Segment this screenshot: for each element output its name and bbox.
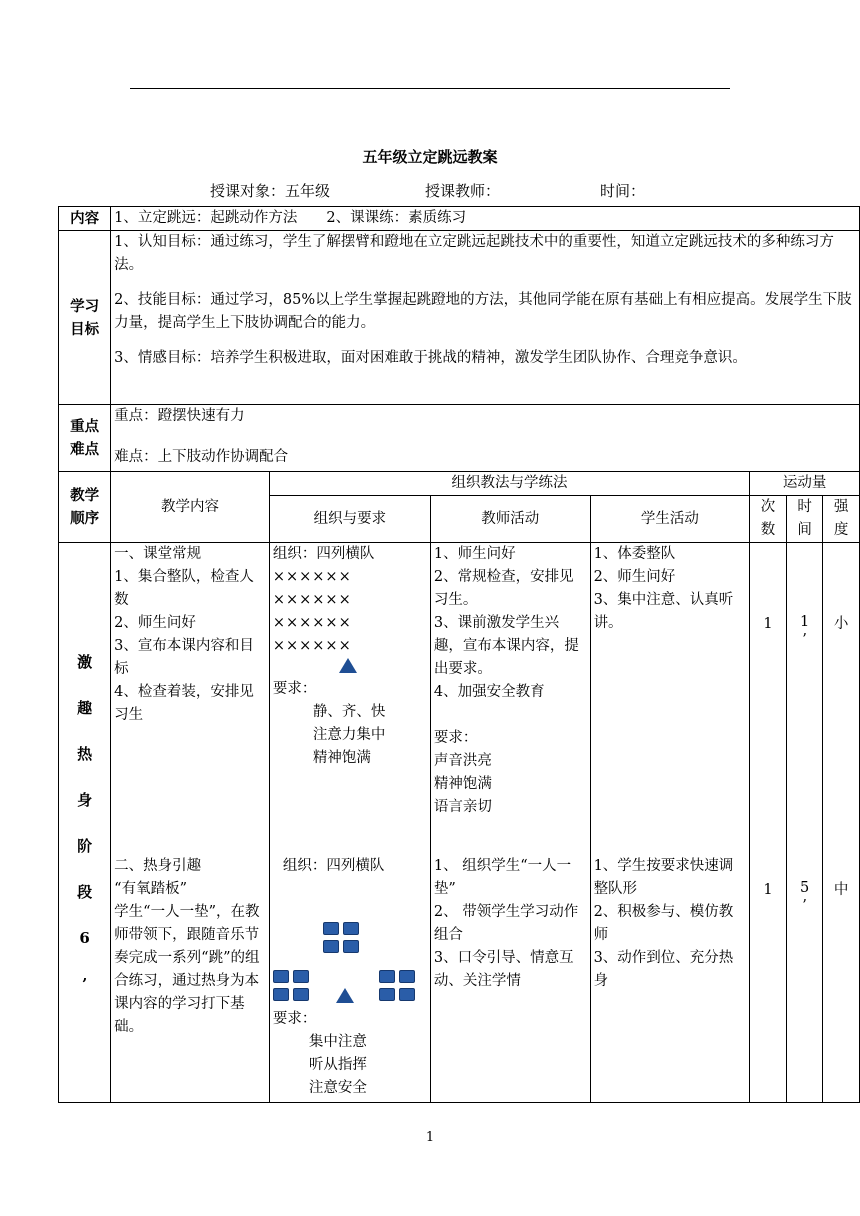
- content-header: 教学内容: [111, 472, 270, 543]
- step-board-icon: [399, 988, 415, 1001]
- section2-teacher: 1、 组织学生“一人一垫” 2、 带领学生学习动作组合 3、口令引导、情意互动、关注学情: [433, 858, 579, 989]
- goals-label: 学习 目标: [59, 231, 111, 405]
- step-board-icon: [323, 940, 339, 953]
- step-board-icon: [379, 988, 395, 1001]
- step-board-icon: [323, 922, 339, 935]
- teacher-header: 教师活动: [430, 496, 590, 543]
- step-board-icon: [293, 970, 309, 983]
- step-board-icon: [273, 988, 289, 1001]
- section1-student: 1、体委整队 2、师生问好 3、集中注意、认真听讲。: [593, 546, 734, 631]
- times-header: 次 数: [750, 496, 787, 543]
- step-board-formation: [273, 878, 427, 1008]
- step-board-icon: [293, 988, 309, 1001]
- section1-org-title: 组织：四列横队: [272, 546, 375, 562]
- times-cell: [750, 543, 787, 1103]
- key-label: 重点 难点: [59, 405, 111, 472]
- step-board-icon: [343, 940, 359, 953]
- goal-skill: 2、技能目标：通过学习，85%以上学生掌握起跳蹬地的方法，其他同学能在原有基础上有相应提高。发展学生下肢力量，提高学生上下肢协调配合的能力。: [114, 292, 852, 331]
- phase-label: 激 趣 热 身 阶 段 6 ’: [59, 543, 111, 1103]
- key-point: 重点：蹬摆快速有力: [114, 408, 245, 424]
- org-cell: [269, 543, 430, 1103]
- section2-org-title: 组织：四列横队: [282, 858, 385, 874]
- section2-duration: 5 ’: [799, 880, 810, 914]
- section2-org: [273, 855, 427, 1100]
- difficulty-point: 难点：上下肢动作协调配合: [114, 449, 289, 465]
- goal-affective: 3、情感目标：培养学生积极进取，面对困难敢于挑战的精神，激发学生团队协作、合理竞争意识。: [114, 350, 747, 366]
- intensity-header: 强 度: [823, 496, 860, 543]
- section2-req: 集中注意 听从指挥 注意安全: [308, 1034, 367, 1096]
- section2-student: 1、学生按要求快速调整队形 2、积极参与、模仿教师 3、动作到位、充分热身: [593, 858, 734, 989]
- teacher-marker: [273, 658, 427, 678]
- student-cell: [590, 543, 750, 1103]
- section1-teacher-req: 要求： 声音洪亮 精神饱满 语言亲切: [433, 730, 492, 815]
- goals-cell: [111, 231, 860, 405]
- step-board-icon: [343, 922, 359, 935]
- section2-intensity: 中: [833, 882, 849, 898]
- time-label: 时间：: [600, 182, 646, 200]
- section2-content: 二、热身引趣 “有氧踏板” 学生“一人一垫”，在教师带领下，跟随音乐节奏完成一系列“跳”的组合练习，通过热身为本课内容的学习打下基础。: [114, 858, 260, 1035]
- section1-intensity: 小: [833, 616, 849, 632]
- duration-header: 时 间: [786, 496, 823, 543]
- key-cell: [111, 405, 860, 472]
- page-title: 五年级立定跳远教案: [362, 148, 498, 166]
- section1-duration: 1 ’: [799, 614, 810, 648]
- lesson-plan-table: [58, 206, 860, 1103]
- student-header: 学生活动: [590, 496, 750, 543]
- order-header: 教学 顺序: [59, 472, 111, 543]
- section1-times: 1: [763, 616, 773, 632]
- header-rule: [130, 88, 730, 89]
- section1-req-label: 要求：: [272, 681, 317, 697]
- section1-req: 静、齐、快 注意力集中 精神饱满: [312, 704, 386, 766]
- teacher-triangle-icon: [339, 658, 357, 673]
- step-board-icon: [399, 970, 415, 983]
- section2-times: 1: [763, 882, 773, 898]
- section1-teacher: 1、师生问好 2、常规检查，安排见习生。 3、课前激发学生兴趣，宣布本课内容，提出要求。 4、加强安全教育: [433, 546, 579, 700]
- page-number: 1: [425, 1130, 435, 1145]
- step-board-icon: [273, 970, 289, 983]
- subject-label: 授课对象：五年级: [210, 182, 331, 200]
- step-board-icon: [379, 970, 395, 983]
- content-cell: [111, 543, 270, 1103]
- teacher-label: 授课教师：: [425, 182, 501, 200]
- content-text: 1、立定跳远：起跳动作方法 2、课课练：素质练习: [111, 207, 860, 231]
- section1-content: 一、课堂常规 1、集合整队，检查人数 2、师生问好 3、宣布本课内容和目标 4、检查着装，安排见习生: [114, 546, 254, 723]
- content-label: 内容: [59, 207, 111, 231]
- formation-crosses: ×××××× ×××××× ×××××× ××××××: [272, 569, 352, 654]
- duration-cell: [786, 543, 823, 1103]
- goal-cognitive: 1、认知目标：通过练习，学生了解摆臂和蹬地在立定跳远起跳技术中的重要性，知道立定跳远技术的多种练习方法。: [114, 234, 834, 273]
- teacher-triangle-icon: [336, 988, 354, 1003]
- load-group-header: 运动量: [750, 472, 860, 496]
- section2-req-label: 要求：: [272, 1011, 317, 1027]
- teacher-cell: [430, 543, 590, 1103]
- org-header: 组织与要求: [269, 496, 430, 543]
- method-group-header: 组织教法与学练法: [269, 472, 749, 496]
- intensity-cell: [823, 543, 860, 1103]
